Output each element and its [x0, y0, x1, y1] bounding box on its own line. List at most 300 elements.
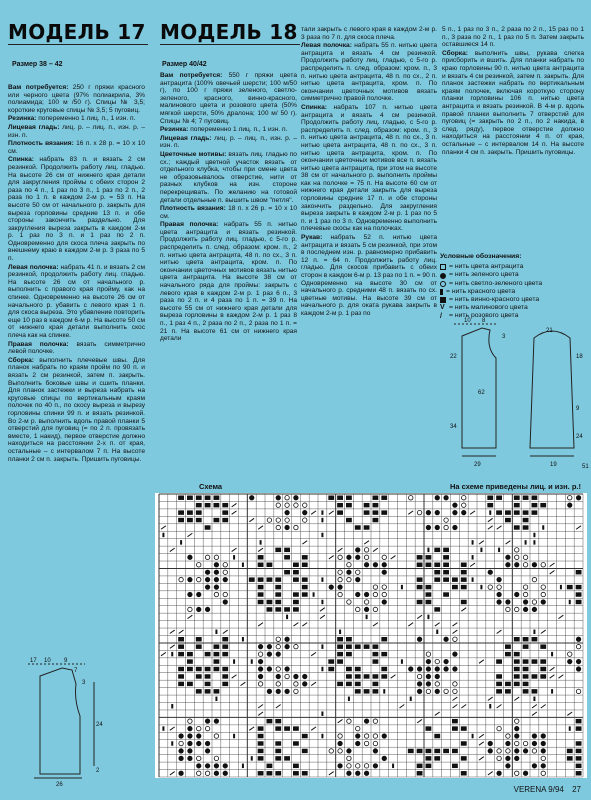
- chart-cell-wine-red: [258, 563, 264, 567]
- chart-cell-wine-red: [373, 652, 379, 656]
- model-18-schematic: [442, 318, 588, 470]
- chart-cell-wine-red: [461, 756, 467, 760]
- chart-cell-wine-red: [337, 510, 343, 514]
- chart-cell-wine-red: [178, 637, 184, 641]
- chart-cell-wine-red: [364, 644, 370, 648]
- chart-cell-wine-red: [523, 644, 529, 648]
- chart-cell-wine-red: [496, 689, 502, 693]
- chart-cell-wine-red: [364, 674, 370, 678]
- chart-cell-wine-red: [275, 592, 281, 596]
- chart-cell-green: [267, 689, 271, 693]
- chart-cell-wine-red: [214, 689, 220, 693]
- legend-item: [440, 304, 590, 312]
- chart-cell-green: [214, 585, 218, 589]
- chart-cell-wine-red: [355, 644, 361, 648]
- chart-cell-wine-red: [576, 764, 582, 768]
- schematic-label: 62: [478, 390, 485, 396]
- instruction-text: вязать симметрично левой полочке.: [8, 340, 145, 356]
- chart-cell-green: [435, 689, 439, 693]
- chart-cell-green: [453, 667, 457, 671]
- chart-cell-green: [285, 644, 289, 648]
- chart-cell-green: [188, 741, 192, 745]
- chart-cell-green: [435, 510, 439, 514]
- circle-empty-icon: [440, 281, 446, 287]
- chart-cell-red: [436, 630, 438, 634]
- schematic-label: 17: [30, 658, 37, 664]
- chart-cell-wine-red: [576, 585, 582, 589]
- chart-cell-red: [366, 615, 368, 619]
- chart-cell-wine-red: [355, 525, 361, 529]
- chart-cell-wine-red: [196, 518, 202, 522]
- chart-cell-wine-red: [434, 548, 440, 552]
- chart-cell-wine-red: [576, 749, 582, 753]
- chart-cell-red: [321, 711, 323, 715]
- chart-cell-red: [242, 637, 244, 641]
- chart-cell-green: [303, 510, 307, 514]
- chart-cell-green: [197, 764, 201, 768]
- slash-icon: /: [440, 312, 442, 320]
- chart-cell-wine-red: [302, 734, 308, 738]
- chart-cell-wine-red: [496, 674, 502, 678]
- chart-cell-red: [472, 540, 474, 544]
- chart-cell-wine-red: [337, 682, 343, 686]
- chart-cell-green: [576, 496, 580, 500]
- schematic-label: 24: [576, 434, 583, 440]
- chart-cell-wine-red: [364, 525, 370, 529]
- chart-cell-green: [258, 667, 262, 671]
- chart-cell-wine-red: [496, 682, 502, 686]
- chart-cell-green: [453, 525, 457, 529]
- legend-text: = нить винно-красного цвета: [449, 296, 540, 304]
- chart-cell-wine-red: [443, 577, 449, 581]
- chart-cell-green: [426, 674, 430, 678]
- chart-cell-wine-red: [222, 510, 228, 514]
- chart-cell-green: [267, 644, 271, 648]
- chart-cell-red: [480, 548, 482, 552]
- chart-cell-wine-red: [443, 555, 449, 559]
- instruction-label: Спинка:: [301, 103, 327, 111]
- instruction-text: 5 п., 1 раз по 3 п., 2 раза по 2 п., 15 раз по 1 п., 3 раза по 2 п., 1 раз по 5 п. Затем закрыть оставшиеся 14 п.: [442, 26, 584, 49]
- instruction-label: Сборка:: [442, 49, 468, 57]
- schematic-label: 9: [64, 658, 68, 664]
- chart-cell-red: [569, 600, 571, 604]
- legend-text: = нить малинового цвета: [449, 304, 528, 312]
- chart-cell-wine-red: [540, 644, 546, 648]
- chart-cell-wine-red: [275, 749, 281, 753]
- legend-text: = нить цвета антрацита: [449, 263, 524, 271]
- chart-cell-wine-red: [196, 496, 202, 500]
- chart-cell-green: [453, 510, 457, 514]
- chart-cell-green: [188, 749, 192, 753]
- chart-cell-wine-red: [258, 756, 264, 760]
- chart-cell-wine-red: [452, 726, 458, 730]
- instruction-label: Резинка:: [160, 126, 189, 134]
- chart-cell-wine-red: [514, 667, 520, 671]
- chart-cell-red: [233, 555, 235, 559]
- chart-cell-wine-red: [337, 644, 343, 648]
- chart-cell-green: [435, 525, 439, 529]
- chart-cell-wine-red: [196, 510, 202, 514]
- chart-cell-green: [488, 570, 492, 574]
- chart-cell-green: [532, 734, 536, 738]
- chart-cell-green: [523, 607, 527, 611]
- instruction-label: Плотность вязания:: [160, 205, 226, 213]
- chart-cell-wine-red: [523, 637, 529, 641]
- chart-cell-red: [533, 533, 535, 537]
- chart-cell-wine-red: [532, 689, 538, 693]
- instruction-paragraph: [160, 135, 297, 150]
- instruction-paragraph: [160, 151, 297, 204]
- page-number: 27: [572, 785, 581, 794]
- chart-cell-wine-red: [567, 756, 573, 760]
- chart-cell-wine-red: [284, 555, 290, 559]
- instruction-label: Лицевая гладь:: [160, 134, 212, 142]
- chart-cell-wine-red: [178, 652, 184, 656]
- chart-cell-wine-red: [222, 637, 228, 641]
- chart-cell-green: [267, 652, 271, 656]
- chart-title: Схема: [199, 482, 223, 491]
- chart-cell-red: [401, 585, 403, 589]
- chart-cell-green: [188, 756, 192, 760]
- chart-cell-wine-red: [275, 600, 281, 604]
- instruction-paragraph: [8, 264, 145, 340]
- chart-cell-wine-red: [496, 510, 502, 514]
- chart-cell-green: [382, 570, 386, 574]
- chart-cell-wine-red: [302, 555, 308, 559]
- chart-cell-wine-red: [275, 756, 281, 760]
- instruction-label: Цветочные мотивы:: [160, 150, 227, 158]
- chart-cell-green: [426, 667, 430, 671]
- legend: [440, 253, 590, 321]
- chart-cell-green: [338, 741, 342, 745]
- chart-cell-green: [285, 667, 289, 671]
- chart-cell-wine-red: [275, 585, 281, 589]
- chart-cell-wine-red: [461, 570, 467, 574]
- chart-cell-green: [515, 734, 519, 738]
- chart-cell-wine-red: [284, 607, 290, 611]
- instruction-label: Вам потребуется:: [160, 72, 223, 79]
- chart-cell-red: [410, 697, 412, 701]
- chart-cell-green: [205, 607, 209, 611]
- chart-cell-green: [294, 496, 298, 500]
- chart-cell-red: [321, 518, 323, 522]
- chart-cell-wine-red: [576, 592, 582, 596]
- instruction-text: лиц. р. – лиц. п., изн. р. – изн. п.: [8, 123, 145, 139]
- chart-cell-green: [576, 637, 580, 641]
- chart-cell-green: [435, 667, 439, 671]
- chart-cell-wine-red: [514, 637, 520, 641]
- divider: [160, 44, 300, 45]
- chart-cell-green: [541, 600, 545, 604]
- chart-cell-wine-red: [258, 585, 264, 589]
- chart-cell-wine-red: [417, 563, 423, 567]
- chart-cell-wine-red: [514, 510, 520, 514]
- chart-cell-green: [462, 510, 466, 514]
- chart-cell-green: [197, 607, 201, 611]
- instruction-paragraph: [301, 234, 437, 318]
- chart-cell-wine-red: [434, 570, 440, 574]
- chart-cell-green: [356, 555, 360, 559]
- chart-cell-wine-red: [328, 496, 334, 500]
- instruction-text: набрать 55 п. нитью цвета антрацита и вязать резинкой. Продолжить работу лиц. гладью, с 5-го р. распределить п. след. образом: кром. п., 2 п. нитью цвета антрацита, 48 п. по сх., 3 п. нитью цвета антрацита, кром. п. По окончании цветочных мотивов вязать нитью цвета антрацита. На высоте 38 см от начального ряда для проймы: закрыть с левого края в каждом 2-м р. 1 раз 6 п., 3 раза по 2 п. и 4 раза по 1 п. = 39 п. На высоте 55 см от нижнего края детали для выреза горловины в каждом 2-м р. 1 раз 8 п., 1 раз 4 п., 2 раза по 2 п., 2 раза по 1 п. = 21 п. На высоте 61 см от нижнего края детали: [160, 221, 297, 343]
- schematic-label: 18: [576, 354, 583, 360]
- legend-item: [440, 271, 590, 279]
- instruction-paragraph: [8, 84, 145, 114]
- chart-cell-wine-red: [214, 644, 220, 648]
- chart-cell-wine-red: [222, 518, 228, 522]
- chart-cell-green: [532, 607, 536, 611]
- chart-cell-green: [179, 771, 183, 775]
- bar-icon: [440, 289, 443, 295]
- knitting-chart: [155, 493, 587, 778]
- chart-cell-wine-red: [355, 674, 361, 678]
- chart-cell-green: [506, 764, 510, 768]
- chart-cell-wine-red: [302, 585, 308, 589]
- chart-cell-green: [515, 749, 519, 753]
- chart-cell-green: [347, 771, 351, 775]
- chart-cell-wine-red: [196, 689, 202, 693]
- schematic-label: 8: [482, 318, 486, 324]
- chart-cell-green: [515, 726, 519, 730]
- chart-cell-wine-red: [205, 496, 211, 500]
- chart-cell-wine-red: [505, 682, 511, 686]
- chart-cell-green: [426, 659, 430, 663]
- chart-cell-wine-red: [302, 749, 308, 753]
- chart-cell-wine-red: [523, 659, 529, 663]
- instruction-paragraph: [8, 357, 145, 463]
- chart-cell-wine-red: [461, 726, 467, 730]
- instruction-text: 550 г пряжи цвета антрацита (100% овечьей шерсти; 100 м/50 г), по 100 г пряжи зеленого, светло-зеленого, красного, винно-красного, малинового цвета и розового цвета (50% мягкой шерсти, 50% дралона; 100 м/ 50 г). Спицы № 4; 7 пуговиц.: [160, 72, 297, 125]
- legend-text: = нить красного цвета: [446, 287, 516, 295]
- chart-cell-red: [162, 533, 164, 537]
- instruction-paragraph: [8, 140, 145, 155]
- chart-cell-wine-red: [505, 510, 511, 514]
- instruction-text: набрать 107 п. нитью цвета антрацита и вязать 4 см резинкой. Продолжить работу лиц. гладью, с 5-го р. распределить п. след. образом: кром. п., 3 п. нитью цвета антрацита, 48 п. по сх., 3 п. нитью цвета антрацита, 48 п. по сх., 3 п. нитью цвета антрацита, кром. п. По окончании цветочных мотивов все п. вязать нитью цвета антрацита, при этом на высоте 38 см от начального р. выполнить проймы как на полочке = 75 п. На высоте 60 см от нижнего края детали закрыть для выреза горловины средние 17 п. и обе стороны закончить раздельно. Для закругления выреза закрыть в каждом 2-м р. 1 раз по 5 п. и 1 раз по 3 п. Одновременно выполнить плечевые скосы как на полочках.: [301, 103, 437, 233]
- chart-cell-wine-red: [196, 637, 202, 641]
- schematic-label: 2: [96, 768, 100, 774]
- chart-cell-wine-red: [293, 600, 299, 604]
- instruction-label: Спинка:: [8, 156, 34, 164]
- chart-cell-wine-red: [293, 764, 299, 768]
- chart-cell-wine-red: [187, 652, 193, 656]
- chart-cell-wine-red: [426, 764, 432, 768]
- chart-cell-green: [356, 548, 360, 552]
- chart-cell-wine-red: [426, 726, 432, 730]
- chart-cell-green: [373, 749, 377, 753]
- chart-cell-wine-red: [293, 563, 299, 567]
- chart-cell-wine-red: [496, 659, 502, 663]
- chart-cell-wine-red: [267, 607, 273, 611]
- chart-cell-wine-red: [576, 570, 582, 574]
- chart-cell-wine-red: [381, 637, 387, 641]
- chart-cell-green: [541, 734, 545, 738]
- chart-cell-wine-red: [346, 667, 352, 671]
- chart-cell-red: [498, 548, 500, 552]
- chart-cell-wine-red: [258, 577, 264, 581]
- chart-cell-wine-red: [258, 741, 264, 745]
- chart-cell-green: [444, 667, 448, 671]
- chart-cell-wine-red: [426, 563, 432, 567]
- chart-cell-wine-red: [187, 510, 193, 514]
- chart-cell-red: [162, 726, 164, 730]
- chart-cell-green: [179, 749, 183, 753]
- square-empty-icon: [440, 264, 446, 270]
- chart-cell-wine-red: [373, 510, 379, 514]
- chart-cell-wine-red: [417, 585, 423, 589]
- model-18-instructions-col-4: [442, 26, 584, 251]
- circle-filled-icon: [440, 273, 446, 279]
- chart-cell-green: [515, 756, 519, 760]
- chart-cell-wine-red: [178, 667, 184, 671]
- chart-cell-green: [417, 637, 421, 641]
- chart-cell-wine-red: [258, 555, 264, 559]
- chart-cell-red: [251, 756, 253, 760]
- chart-cell-green: [179, 734, 183, 738]
- chart-cell-wine-red: [532, 503, 538, 507]
- chart-cell-wine-red: [187, 667, 193, 671]
- chart-cell-wine-red: [487, 503, 493, 507]
- chart-cell-red: [251, 659, 253, 663]
- instruction-text: набрать 52 п. нитью цвета антрацита и вязать 5 см резинкой, при этом в последнем изн. р. равномерно прибавить 12 п. = 64 п. Продолжить работу лиц. гладью. Для скосов прибавить с обеих сторон в каждом 6-м р. 13 раз по 1 п. = 90 п. Одновременно на высоте 30 см от начального р. средними 48 п. вязать по сх. цветные мотивы. На высоте 39 см от начального р. для оката рукава закрыть в каждом 2-м р. 1 раз по: [301, 234, 437, 317]
- chart-cell-wine-red: [275, 607, 281, 611]
- instruction-text: набрать 83 п. и вязать 2 см резинкой. Продолжить работу лиц. гладью. На высоте 26 см от нижнего края детали для закругления проймы с обеих сторон 2 раза по 4 п., 1 раз по 3 п., 1 раз по 2 п., 2 раза по 1 п. в каждом 2-м р. = 53 п. На высоте 50 см от начального р. закрыть для выреза горловины средние 13 п. и обе стороны закончить раздельно. Для закругления выреза закрыть в каждом 2-м р. 1 раз по 3 п. и 1 раз по 2 п. Одновременно для скоса плеча закрыть по внешнему краю в каждом 2-м р. 3 раза по 5 п.: [8, 156, 145, 263]
- instruction-paragraph: [160, 205, 297, 220]
- chart-cell-wine-red: [205, 667, 211, 671]
- chart-cell-green: [444, 637, 448, 641]
- chart-cell-wine-red: [417, 555, 423, 559]
- chart-cell-wine-red: [196, 503, 202, 507]
- chart-cell-green: [453, 652, 457, 656]
- instruction-label: Сборка:: [8, 356, 34, 364]
- instruction-paragraph: [8, 115, 145, 123]
- chart-cell-green: [497, 771, 501, 775]
- chart-cell-green: [417, 667, 421, 671]
- chart-cell-green: [568, 503, 572, 507]
- chart-cell-green: [373, 563, 377, 567]
- chart-cell-green: [532, 764, 536, 768]
- chart-cell-wine-red: [426, 592, 432, 596]
- chart-cell-wine-red: [576, 741, 582, 745]
- chart-cell-green: [444, 496, 448, 500]
- chart-cell-green: [382, 600, 386, 604]
- chart-cell-wine-red: [461, 563, 467, 567]
- chart-cell-red: [392, 764, 394, 768]
- chart-cell-green: [435, 674, 439, 678]
- chart-cell-wine-red: [381, 496, 387, 500]
- chart-cell-red: [525, 540, 527, 544]
- chart-cell-green: [409, 667, 413, 671]
- instruction-label: Резинка:: [8, 115, 37, 123]
- chart-cell-red: [551, 689, 553, 693]
- chart-cell-wine-red: [275, 577, 281, 581]
- instruction-label: Лицевая гладь:: [8, 123, 60, 131]
- chart-cell-green: [223, 771, 227, 775]
- chart-cell-wine-red: [178, 674, 184, 678]
- chart-cell-red: [569, 726, 571, 730]
- chart-cell-green: [364, 563, 368, 567]
- model-17-schematic: [10, 656, 150, 786]
- chart-cell-wine-red: [461, 771, 467, 775]
- chart-cell-red: [551, 652, 553, 656]
- chart-cell-red: [489, 510, 491, 514]
- chart-cell-wine-red: [532, 674, 538, 678]
- chart-cell-wine-red: [205, 689, 211, 693]
- schematic-label: 19: [550, 462, 557, 468]
- chart-cell-green: [205, 764, 209, 768]
- chart-cell-wine-red: [373, 496, 379, 500]
- chart-cell-wine-red: [373, 518, 379, 522]
- chart-cell-wine-red: [267, 563, 273, 567]
- instruction-paragraph: [8, 341, 145, 356]
- chart-cell-green: [426, 682, 430, 686]
- chart-cell-wine-red: [461, 600, 467, 604]
- chart-cell-green: [417, 682, 421, 686]
- chart-cell-wine-red: [540, 659, 546, 663]
- chart-cell-wine-red: [523, 682, 529, 686]
- chart-cell-green: [532, 741, 536, 745]
- chart-cell-green: [356, 577, 360, 581]
- chart-cell-wine-red: [514, 659, 520, 663]
- chart-cell-wine-red: [567, 585, 573, 589]
- chart-cell-green: [179, 756, 183, 760]
- chart-cell-wine-red: [258, 726, 264, 730]
- instruction-text: 16 п. х 28 р. = 10 х 10 см.: [8, 140, 146, 155]
- chart-cell-wine-red: [417, 749, 423, 753]
- chart-cell-wine-red: [514, 525, 520, 529]
- chart-cell-green: [426, 510, 430, 514]
- legend-text: = нить розового цвета: [449, 312, 519, 320]
- chart-cell-wine-red: [346, 637, 352, 641]
- chart-cell-red: [171, 652, 173, 656]
- divider: [8, 44, 148, 45]
- chart-cell-wine-red: [426, 749, 432, 753]
- chart-cell-green: [188, 577, 192, 581]
- chart-cell-wine-red: [381, 674, 387, 678]
- chart-cell-green: [382, 563, 386, 567]
- chart-cell-wine-red: [328, 667, 334, 671]
- chart-cell-wine-red: [355, 667, 361, 671]
- chart-cell-wine-red: [434, 577, 440, 581]
- schematic-label: 21: [546, 328, 553, 334]
- chart-cell-green: [276, 689, 280, 693]
- chart-cell-wine-red: [576, 719, 582, 723]
- chart-cell-green: [188, 734, 192, 738]
- chart-cell-wine-red: [214, 659, 220, 663]
- instruction-label: Правая полочка:: [160, 221, 219, 229]
- chart-cell-green: [488, 741, 492, 745]
- chart-cell-wine-red: [364, 503, 370, 507]
- chart-cell-green: [356, 741, 360, 745]
- chart-cell-green: [205, 570, 209, 574]
- chart-cell-green: [205, 577, 209, 581]
- instruction-paragraph: [8, 124, 145, 139]
- chart-cell-wine-red: [514, 496, 520, 500]
- chart-cell-red: [348, 697, 350, 701]
- chart-header: [155, 482, 587, 491]
- instruction-paragraph: [160, 72, 297, 125]
- chart-cell-wine-red: [452, 585, 458, 589]
- chart-cell-red: [542, 525, 544, 529]
- chart-cell-wine-red: [523, 667, 529, 671]
- chart-cell-wine-red: [267, 764, 273, 768]
- instruction-label: Левая полочка:: [301, 42, 352, 50]
- chart-cell-wine-red: [258, 600, 264, 604]
- chart-cell-green: [506, 756, 510, 760]
- chart-cell-wine-red: [373, 659, 379, 663]
- chart-cell-wine-red: [505, 644, 511, 648]
- chart-cell-wine-red: [267, 600, 273, 604]
- chart-cell-red: [472, 734, 474, 738]
